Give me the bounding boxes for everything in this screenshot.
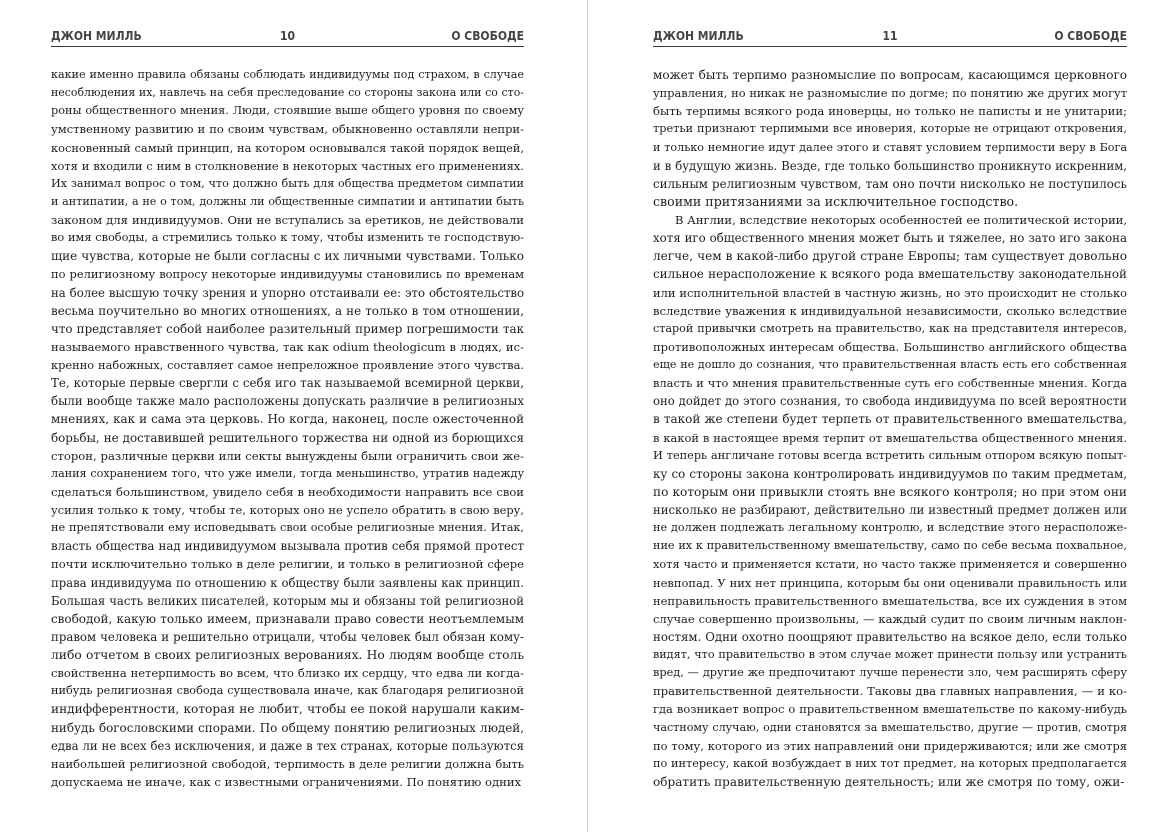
text-line: не должен подлежать легальному контролю, и вследствие этого нерасположе- — [653, 521, 1127, 535]
text-line: по которым они привыкли стоять вне всякого контроля; но при этом они — [653, 484, 1127, 499]
text-line: гда возникает вопрос о правительственном вмешательстве по какому-нибудь — [653, 702, 1127, 717]
text-line: хотя часто и применяется кстати, но часто также применяется и совершенно — [653, 557, 1127, 572]
text-line: не препятствовали ему исповедывать свои особые религиозные мнения. Итак, — [51, 521, 524, 535]
text-line: нисколько не разбирают, действительно ли известный предмет должен или — [653, 503, 1127, 517]
running-header-left — [51, 28, 524, 47]
text-line: правом человека и решительно отрицали, чтобы человек был обязан кому- — [51, 629, 524, 644]
text-line: нибудь богословскими спорами. По общему понятию религиозных людей, — [51, 720, 524, 735]
text-line: случае совершенно произвольны, — каждый судит по своим личным наклон- — [653, 611, 1127, 626]
text-line: старой привычки смотреть на правительство, как на представителя интересов, — [653, 321, 1127, 335]
text-line: индифферентности, которая не любит, чтобы ее покой нарушали каким- — [51, 702, 524, 717]
page-number: 11 — [882, 29, 898, 43]
text-line: свободой, какую только имеем, признавали право совести неотъемлемым — [51, 611, 524, 626]
right-page — [589, 0, 1175, 832]
text-line: усилия только к тому, чтобы те, которых оно не успело обратить в свою веру, — [51, 503, 524, 517]
text-line: видят, что правительство в этом случае может принести пользу или устранить — [653, 648, 1127, 661]
text-line: почти исключительно только в деле религии, и только в религиозной сфере — [51, 557, 524, 572]
text-line: ностям. Одни охотно поощряют правительство на всякое дело, если только — [653, 629, 1127, 644]
text-line: сильное нерасположение к всякого рода вмешательству законодательной — [653, 267, 1127, 282]
text-line: законом для индивидуумов. Они не вступались за еретиков, не действовали — [51, 213, 524, 227]
text-line: обратить правительственную деятельность; или же смотря по тому, ожи- — [653, 774, 1125, 789]
text-line: оно дойдет до этого сознания, то свобода индивидуума по всей вероятности — [653, 394, 1127, 409]
text-line: И теперь англичане готовы всегда встретить сильным отпором всякую попыт- — [653, 448, 1127, 462]
text-line: еще не дошло до сознания, что правительственная власть есть его собственная — [653, 358, 1127, 371]
text-line: быть терпимы всякого рода иноверцы, но только не паписты и не унитарии; — [653, 104, 1127, 119]
page-number: 10 — [279, 29, 296, 43]
text-line: хотя иго общественного мнения может быть и тяжелее, но зато иго закона — [653, 231, 1127, 246]
text-line: невпопад. У них нет принципа, которым бы они оценивали правильность или — [653, 575, 1127, 590]
text-line: правительственной деятельности. Таковы два главных направления, — и ко- — [653, 684, 1127, 699]
text-line: едва ли не всех без исключения, и даже в тех странах, которые пользуются — [51, 738, 524, 753]
header-author: ДЖОН МИЛЛЬ — [51, 29, 142, 43]
page-body-text — [51, 66, 524, 791]
text-line: несоблюдения их, навлечь на себя преследование со стороны закона или со сто- — [51, 86, 524, 100]
text-line: ку со стороны закона контролировать индивидуумов по таким предметам, — [653, 466, 1127, 481]
text-line: либо отчетом в своих религиозных верованиях. Но людям вообще столь — [51, 648, 524, 662]
text-line: во имя свободы, а стремились только к тому, чтобы изменить те господствую- — [51, 231, 524, 245]
text-line: власть и что мнения правительственные суть его собственные мнения. Когда — [653, 376, 1127, 391]
text-line: сильным религиозным чувством, там оно почти нисколько не поступилось — [653, 176, 1127, 191]
text-line: вред, — другие же предпочитают лучше перенести зло, чем расширять сферу — [653, 666, 1127, 680]
text-line: сделаться большинством, увидело себя в необходимости направить все свои — [51, 484, 524, 499]
text-line: свойственна нетерпимость во всем, что близко их сердцу, что едва ли когда- — [51, 666, 524, 681]
text-line: Их занимал вопрос о том, что должно быть для общества предметом симпатии — [51, 176, 524, 190]
text-line: кренно набожных, составляет самое непреложное проявление этого чувства. — [51, 358, 524, 372]
text-line: были вообще также мало расположены допускать различие в религиозных — [51, 394, 524, 409]
header-author: ДЖОН МИЛЛЬ — [653, 29, 744, 43]
text-line: лания сохранением того, что уже имели, тогда меньшинство, утратив надежду — [51, 466, 524, 480]
text-line: Те, которые первые свергли с себя иго так называемой всемирной церкви, — [51, 376, 524, 391]
text-line: частному случаю, одни становятся за вмешательство, другие — против, смотря — [653, 720, 1127, 734]
header-title: О СВОБОДЕ — [451, 29, 524, 43]
running-header-right — [653, 28, 1127, 47]
text-line: вследствие уважения к индивидуальной независимости, сколько вследствие — [653, 303, 1127, 318]
text-line: третьи признают терпимыми все иноверия, которые не отрицают откровения, — [653, 122, 1127, 136]
text-line: и в будущую жизнь. Везде, где только большинство проникнуто искренним, — [653, 158, 1127, 173]
text-line: сторон, различные церкви или секты вынуждены были ограничить свои же- — [51, 448, 524, 463]
text-line: по интересу, какой возбуждает в них тот предмет, на которых предполагается — [653, 756, 1127, 770]
page-body-text — [653, 66, 1127, 791]
text-line: наибольшей религиозной свободой, терпимость в деле религии должна быть — [51, 756, 524, 771]
text-line: в какой в настоящее время терпит от вмешательства общественного мнения. — [653, 430, 1127, 445]
text-line: ние их к правительственному вмешательству, само по себе весьма похвальное, — [653, 539, 1127, 553]
text-line: допускаема не иначе, как с известными ограничениями. По понятию одних — [51, 774, 522, 789]
text-line: по тому, которого из этих направлений они придерживаются; или же смотря — [653, 738, 1127, 753]
text-line: противоположных интересам общества. Большинство английского общества — [653, 339, 1127, 354]
text-line: Большая часть великих писателей, которым мы и обязаны той религиозной — [51, 593, 524, 608]
text-line: мнениях, как и сама эта церковь. Но когда, наконец, после ожесточенной — [51, 412, 524, 427]
text-line: умственному развитию и по своим чувствам, обыкновенно оставляли непри- — [51, 122, 524, 137]
text-line: хотя и входили с ним в столкновение в некоторых частных его применениях. — [51, 158, 524, 173]
text-line: в такой же степени будет терпеть от правительственного вмешательства, — [653, 412, 1127, 427]
text-line: власть общества над индивидуумом вызывала против себя прямой протест — [51, 539, 524, 554]
text-line: своими притязаниями за исключительное господство. — [653, 193, 1019, 209]
text-line: роны общественного мнения. Люди, стоявшие выше общего уровня по своему — [51, 104, 524, 118]
text-line: и только немногие идут далее этого и ставят условием терпимости веру в Бога — [653, 140, 1127, 154]
text-line: весьма поучительно во многих отношениях, а не только в том отношении, — [51, 303, 524, 318]
text-line: какие именно правила обязаны соблюдать индивидуумы под страхом, в случае — [51, 68, 524, 81]
text-line: косновенный самый принцип, на котором основывался такой порядок вещей, — [51, 140, 524, 155]
text-line: легче, чем в какой-либо другой стране Европы; там существует довольно — [653, 249, 1127, 264]
text-line: по религиозному вопросу некоторые индивидуумы становились по временам — [51, 267, 524, 282]
text-line: что представляет собой наиболее разительный пример погрешимости так — [51, 321, 524, 336]
text-line: неправильность правительственного вмешательства, все их суждения в этом — [653, 593, 1127, 608]
text-line: управления, но никак не разномыслие по догме; по понятию же других могут — [653, 86, 1127, 101]
text-line: права индивидуума по отношению к обществу были заявлены как принцип. — [51, 575, 524, 590]
text-line: В Англии, вследствие некоторых особенностей ее политической истории, — [675, 213, 1127, 227]
text-line: или исполнительной властей в частную жизнь, но это происходит не столько — [653, 285, 1127, 300]
text-line: может быть терпимо разномыслие по вопросам, касающимся церковного — [653, 68, 1127, 82]
text-line: на более высшую точку зрения и упорно отстаивали ее: это обстоятельство — [51, 285, 524, 300]
text-line: щие чувства, которые не были согласны с их личными чувствами. Только — [51, 249, 524, 264]
text-line: и антипатии, а не о том, должны ли общественные симпатии и антипатии быть — [51, 194, 524, 208]
header-title: О СВОБОДЕ — [1054, 29, 1127, 43]
text-line: называемого нравственного чувства, так как odium theologicum в людях, ис- — [51, 339, 524, 354]
text-line: борьбы, не доставившей решительного торжества ни одной из борющихся — [51, 430, 524, 445]
text-line: нибудь религиозная свобода существовала иначе, как благодаря религиозной — [51, 684, 524, 698]
